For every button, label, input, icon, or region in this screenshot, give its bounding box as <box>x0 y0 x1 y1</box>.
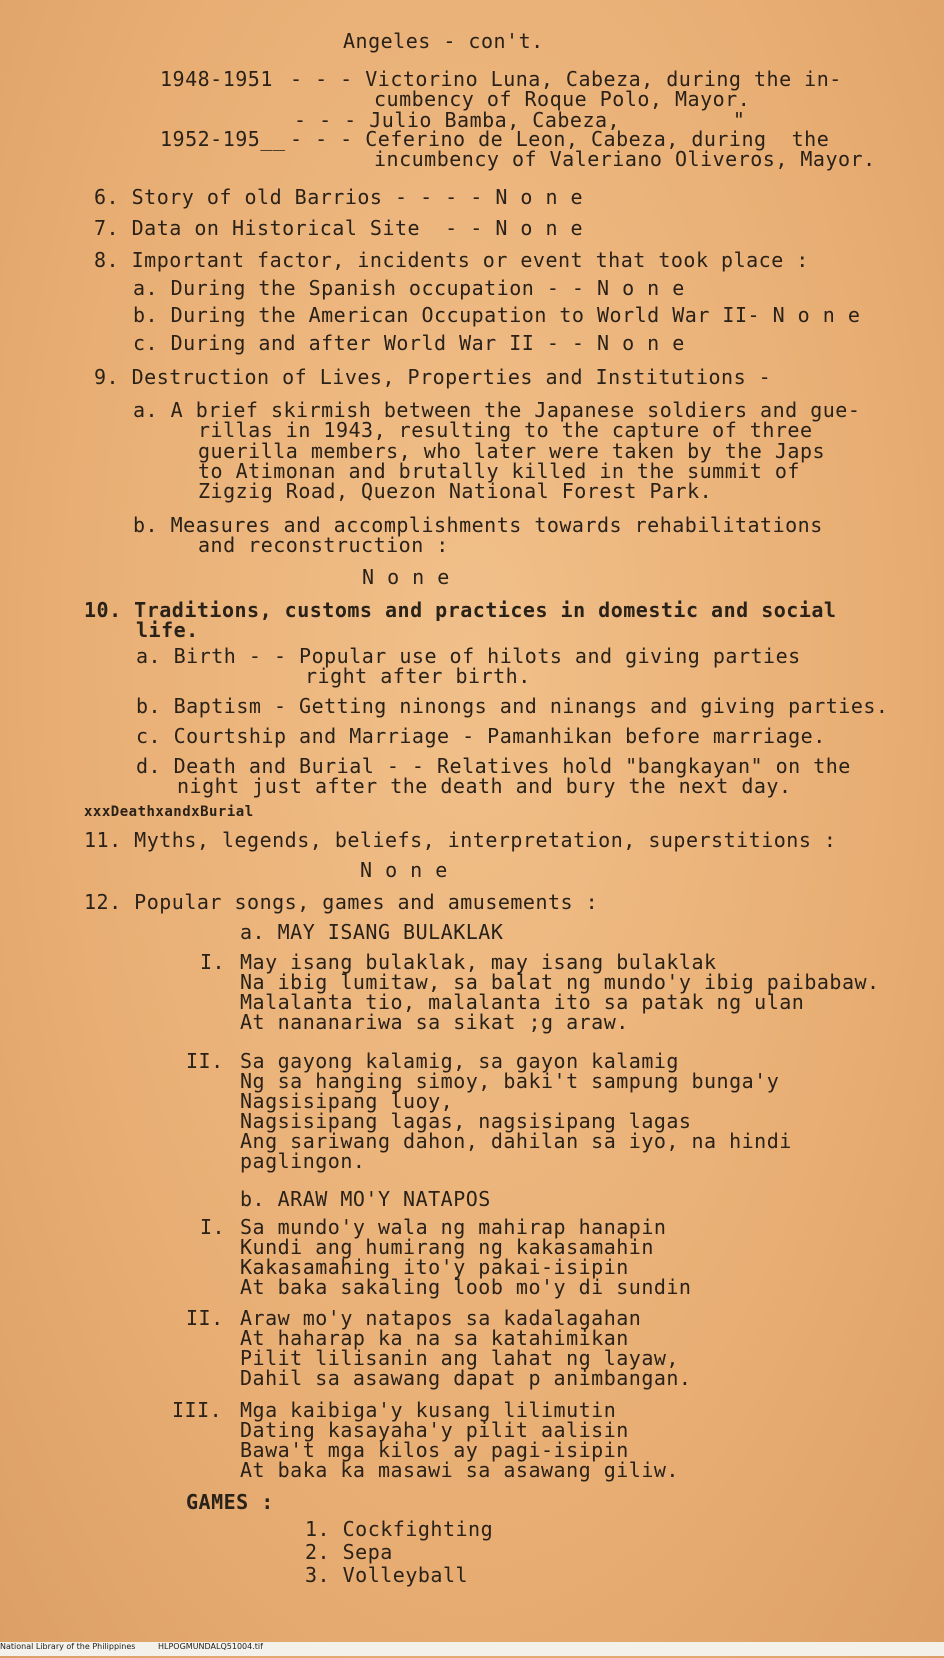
song-b-verse-3-line-4: At baka ka masawi sa asawang giliw. <box>240 1458 679 1482</box>
struck-out-text: xxxDeathxandxBurial <box>84 804 254 820</box>
section-7: 7. Data on Historical Site - - N o n e <box>94 216 584 240</box>
section-9a-line-1: a. A brief skirmish between the Japanese soldiers and gue- <box>133 398 861 422</box>
section-10a-line-2: right after birth. <box>305 664 531 688</box>
song-b-verse-3-line-1: Mga kaibiga'y kusang lilimutin <box>240 1398 617 1422</box>
song-b-verse-1-number: I. <box>200 1215 226 1239</box>
section-10d-line-2: night just after the death and bury the next day. <box>177 774 792 798</box>
section-9b-line-2: and reconstruction : <box>198 533 449 557</box>
song-b-verse-2-line-1: Araw mo'y natapos sa kadalagahan <box>240 1306 642 1330</box>
scan-footer <box>0 1642 944 1656</box>
section-9a-line-5: Zigzig Road, Quezon National Forest Park. <box>198 479 713 503</box>
section-9a-line-2: rillas in 1943, resulting to the capture of three <box>198 418 813 442</box>
section-10b: b. Baptism - Getting ninongs and ninangs and giving parties. <box>136 694 889 718</box>
song-a-title: a. MAY ISANG BULAKLAK <box>240 920 504 944</box>
section-9b-line-1: b. Measures and accomplishments towards rehabilitations <box>133 513 823 537</box>
song-a-verse-2-line-1: Sa gayong kalamig, sa gayon kalamig <box>240 1049 679 1073</box>
section-8: 8. Important factor, incidents or event that took place : <box>94 248 809 272</box>
song-b-verse-1-line-4: At baka sakaling loob mo'y di sundin <box>240 1275 692 1299</box>
official-entry-3: - - - Ceferino de Leon, Cabeza, during the <box>290 127 830 151</box>
song-a-verse-1-line-1: May isang bulaklak, may isang bulaklak <box>240 950 717 974</box>
official-entry-3-cont: incumbency of Valeriano Oliveros, Mayor. <box>374 147 876 171</box>
song-b-verse-3-line-3: Bawa't mga kilos ay pagi-isipin <box>240 1438 629 1462</box>
song-a-verse-2-line-3: Nagsisipang luoy, <box>240 1089 454 1113</box>
song-a-verse-1-line-2: Na ibig lumitaw, sa balat ng mundo'y ibig paibabaw. <box>240 970 880 994</box>
section-9a-line-3: guerilla members, who later were taken by the Japs <box>198 439 826 463</box>
official-entry-1: - - - Victorino Luna, Cabeza, during the in- <box>290 67 842 91</box>
games-item-3: 3. Volleyball <box>305 1563 469 1587</box>
song-a-verse-2-line-5: Ang sariwang dahon, dahilan sa iyo, na hindi <box>240 1129 792 1153</box>
games-label: GAMES : <box>186 1490 274 1514</box>
song-b-verse-2-line-3: Pilit lilisanin ang lahat ng layaw, <box>240 1346 679 1370</box>
section-9a-line-4: to Atimonan and brutally killed in the summit of <box>198 459 800 483</box>
song-b-verse-1-line-1: Sa mundo'y wala ng mahirap hanapin <box>240 1215 667 1239</box>
song-a-verse-1-number: I. <box>200 950 226 974</box>
section-9-none: N o n e <box>362 565 450 589</box>
song-a-verse-1-line-4: At nananariwa sa sikat ;g araw. <box>240 1010 629 1034</box>
section-10c: c. Courtship and Marriage - Pamanhikan before marriage. <box>136 724 826 748</box>
games-item-2: 2. Sepa <box>305 1540 393 1564</box>
song-b-verse-3-number: III. <box>172 1398 223 1422</box>
song-a-verse-2-line-6: paglingon. <box>240 1149 366 1173</box>
section-11: 11. Myths, legends, beliefs, interpretation, superstitions : <box>84 828 837 852</box>
song-b-title: b. ARAW MO'Y NATAPOS <box>240 1187 491 1211</box>
page-title: Angeles - con't. <box>343 29 544 53</box>
song-b-verse-1-line-3: Kakasamahing ito'y pakai-isipin <box>240 1255 629 1279</box>
official-entry-2: - - - Julio Bamba, Cabeza, " <box>294 108 746 132</box>
official-years-1: 1948-1951 <box>160 67 273 91</box>
section-10-line-2: life. <box>136 618 199 642</box>
song-b-verse-2-line-4: Dahil sa asawang dapat p animbangan. <box>240 1366 692 1390</box>
games-item-1: 1. Cockfighting <box>305 1517 494 1541</box>
official-years-3: 1952-195__ <box>160 127 286 151</box>
section-10-line-1: 10. Traditions, customs and practices in domestic and social <box>84 598 837 622</box>
song-b-verse-2-line-2: At haharap ka na sa katahimikan <box>240 1326 629 1350</box>
song-b-verse-2-number: II. <box>186 1306 224 1330</box>
footer-source: National Library of the Philippines <box>0 1642 136 1651</box>
section-12: 12. Popular songs, games and amusements : <box>84 890 599 914</box>
official-entry-1-cont: cumbency of Roque Polo, Mayor. <box>374 87 751 111</box>
section-6: 6. Story of old Barrios - - - - N o n e <box>94 185 584 209</box>
section-10d-line-1: d. Death and Burial - - Relatives hold "bangkayan" on the <box>136 754 851 778</box>
song-a-verse-2-line-4: Nagsisipang lagas, nagsisipang lagas <box>240 1109 692 1133</box>
song-a-verse-2-number: II. <box>186 1049 224 1073</box>
song-b-verse-3-line-2: Dating kasayaha'y pilit aalisin <box>240 1418 629 1442</box>
footer-filename: HLPOGMUNDALQ51004.tif <box>158 1642 263 1651</box>
section-8c: c. During and after World War II - - N o n e <box>133 331 685 355</box>
song-b-verse-1-line-2: Kundi ang humirang ng kakasamahin <box>240 1235 654 1259</box>
song-a-verse-1-line-3: Malalanta tio, malalanta ito sa patak ng ulan <box>240 990 805 1014</box>
section-8b: b. During the American Occupation to World War II- N o n e <box>133 303 861 327</box>
song-a-verse-2-line-2: Ng sa hanging simoy, baki't sampung bunga'y <box>240 1069 780 1093</box>
section-11-none: N o n e <box>360 858 448 882</box>
section-8a: a. During the Spanish occupation - - N o n e <box>133 276 685 300</box>
section-9: 9. Destruction of Lives, Properties and Institutions - <box>94 365 772 389</box>
section-10a-line-1: a. Birth - - Popular use of hilots and giving parties <box>136 644 801 668</box>
